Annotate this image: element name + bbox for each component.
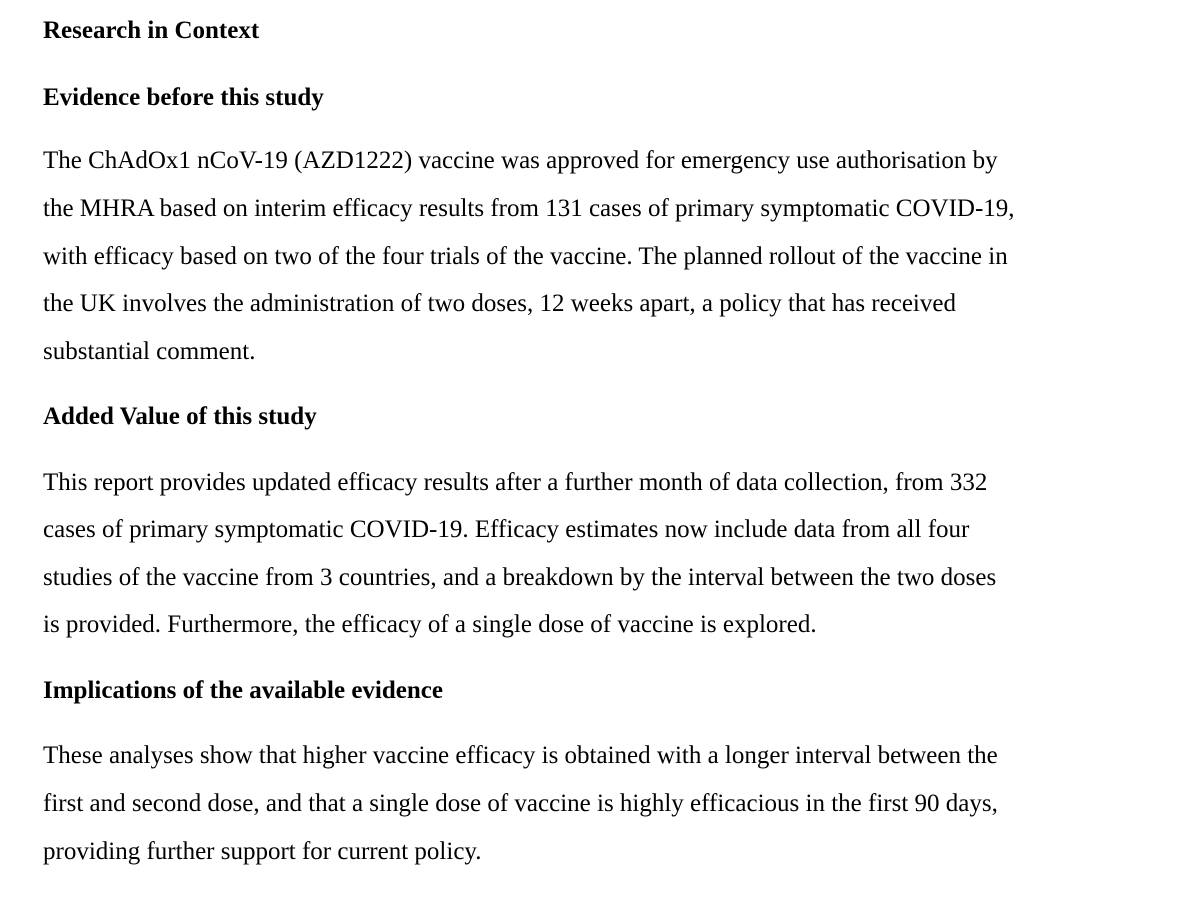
paragraph-line: This report provides updated efficacy results after a further month of data collection, from 332 (43, 469, 988, 496)
paragraph-line: cases of primary symptomatic COVID-19. Efficacy estimates now include data from all four (43, 516, 970, 543)
section-heading-implications: Implications of the available evidence (43, 677, 443, 704)
paragraph-line: These analyses show that higher vaccine efficacy is obtained with a longer interval between the (43, 742, 998, 769)
paragraph-line: first and second dose, and that a single dose of vaccine is highly efficacious in the first 90 days, (43, 790, 998, 817)
paragraph-line: with efficacy based on two of the four trials of the vaccine. The planned rollout of the vaccine in (43, 243, 1008, 270)
paragraph-line: is provided. Furthermore, the efficacy of a single dose of vaccine is explored. (43, 611, 817, 638)
section-heading-added-value: Added Value of this study (43, 403, 317, 430)
paragraph-line: studies of the vaccine from 3 countries, and a breakdown by the interval between the two doses (43, 564, 997, 591)
document-title: Research in Context (43, 17, 260, 44)
paragraph-line: the UK involves the administration of two doses, 12 weeks apart, a policy that has received (43, 290, 956, 317)
paragraph-line: The ChAdOx1 nCoV-19 (AZD1222) vaccine was approved for emergency use authorisation by (43, 147, 998, 174)
paragraph-line: providing further support for current policy. (43, 838, 482, 865)
paragraph-line: substantial comment. (43, 338, 256, 365)
section-heading-evidence: Evidence before this study (43, 84, 324, 111)
paragraph-line: the MHRA based on interim efficacy results from 131 cases of primary symptomatic COVID-19, (43, 195, 1015, 222)
